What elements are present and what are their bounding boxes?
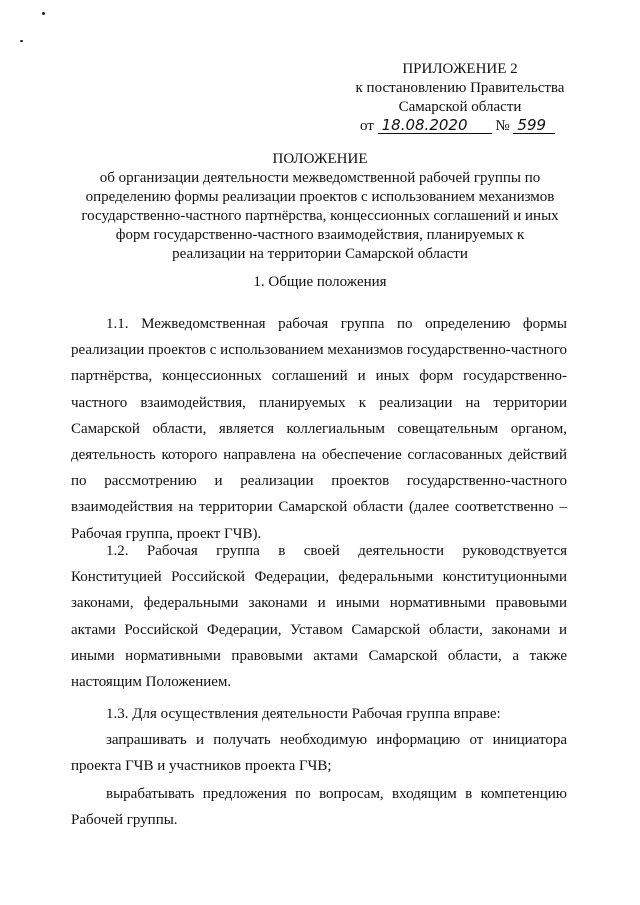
appendix-line-2: Самарской области [398,99,522,115]
section-heading: 1. Общие положения [253,274,387,290]
document-title: ПОЛОЖЕНИЕ [272,151,368,167]
subtitle-line: форм государственно-частного взаимодействия, планируемых к [115,227,525,243]
date-prefix: от [360,118,374,134]
date-value-handwritten: 18.08.2020 [378,117,492,134]
appendix-title: ПРИЛОЖЕНИЕ 2 [402,61,518,77]
appendix-line-1: к постановлению Правительства [355,80,565,96]
subtitle-line: реализации на территории Самарской области [172,246,468,262]
subtitle-line: государственно-частного партнёрства, концессионных соглашений и иных [81,208,559,224]
paragraph-right-request-info: запрашивать и получать необходимую информацию от инициатора проекта ГЧВ и участников проекта ГЧВ; [71,732,567,775]
subtitle-line: об организации деятельности межведомственной рабочей группы по [99,170,541,186]
appendix-date-number-line [340,117,580,136]
appendix-block [340,60,580,136]
paragraph-1-1: 1.1. Межведомственная рабочая группа по определению формы реализации проектов с использованием механизмов государственно-частного партнёрства, концессионных соглашений и иных форм государственно-частного взаимодействия, планируемых к реализации на территории Самарской области, является коллегиальным совещательным органом, деятельность которого направлена на обеспечение согласованных действий по рассмотрению и реализации проектов государственно-частного взаимодействия на территории Самарской области (далее соответственно – Рабочая группа, проект ГЧВ). [71,316,567,542]
number-prefix: № [495,118,510,134]
scan-speck [20,40,23,42]
number-value-handwritten: 599 [513,117,555,134]
paragraph-1-3: 1.3. Для осуществления деятельности Рабочая группа вправе: [106,706,501,722]
subtitle-line: определению формы реализации проектов с использованием механизмов [85,189,555,205]
scan-speck [42,12,45,15]
document-subtitle [60,169,580,264]
paragraph-1-2: 1.2. Рабочая группа в своей деятельности руководствуется Конституцией Российской Федерации, федеральными конституционными законами, федеральными законами и иными нормативными правовыми актами Российской Федерации, Уставом Самарской области, законами и иными нормативными правовыми актами Самарской области, а также настоящим Положением. [71,543,567,691]
paragraph-right-proposals: вырабатывать предложения по вопросам, входящим в компетенцию Рабочей группы. [71,786,567,829]
